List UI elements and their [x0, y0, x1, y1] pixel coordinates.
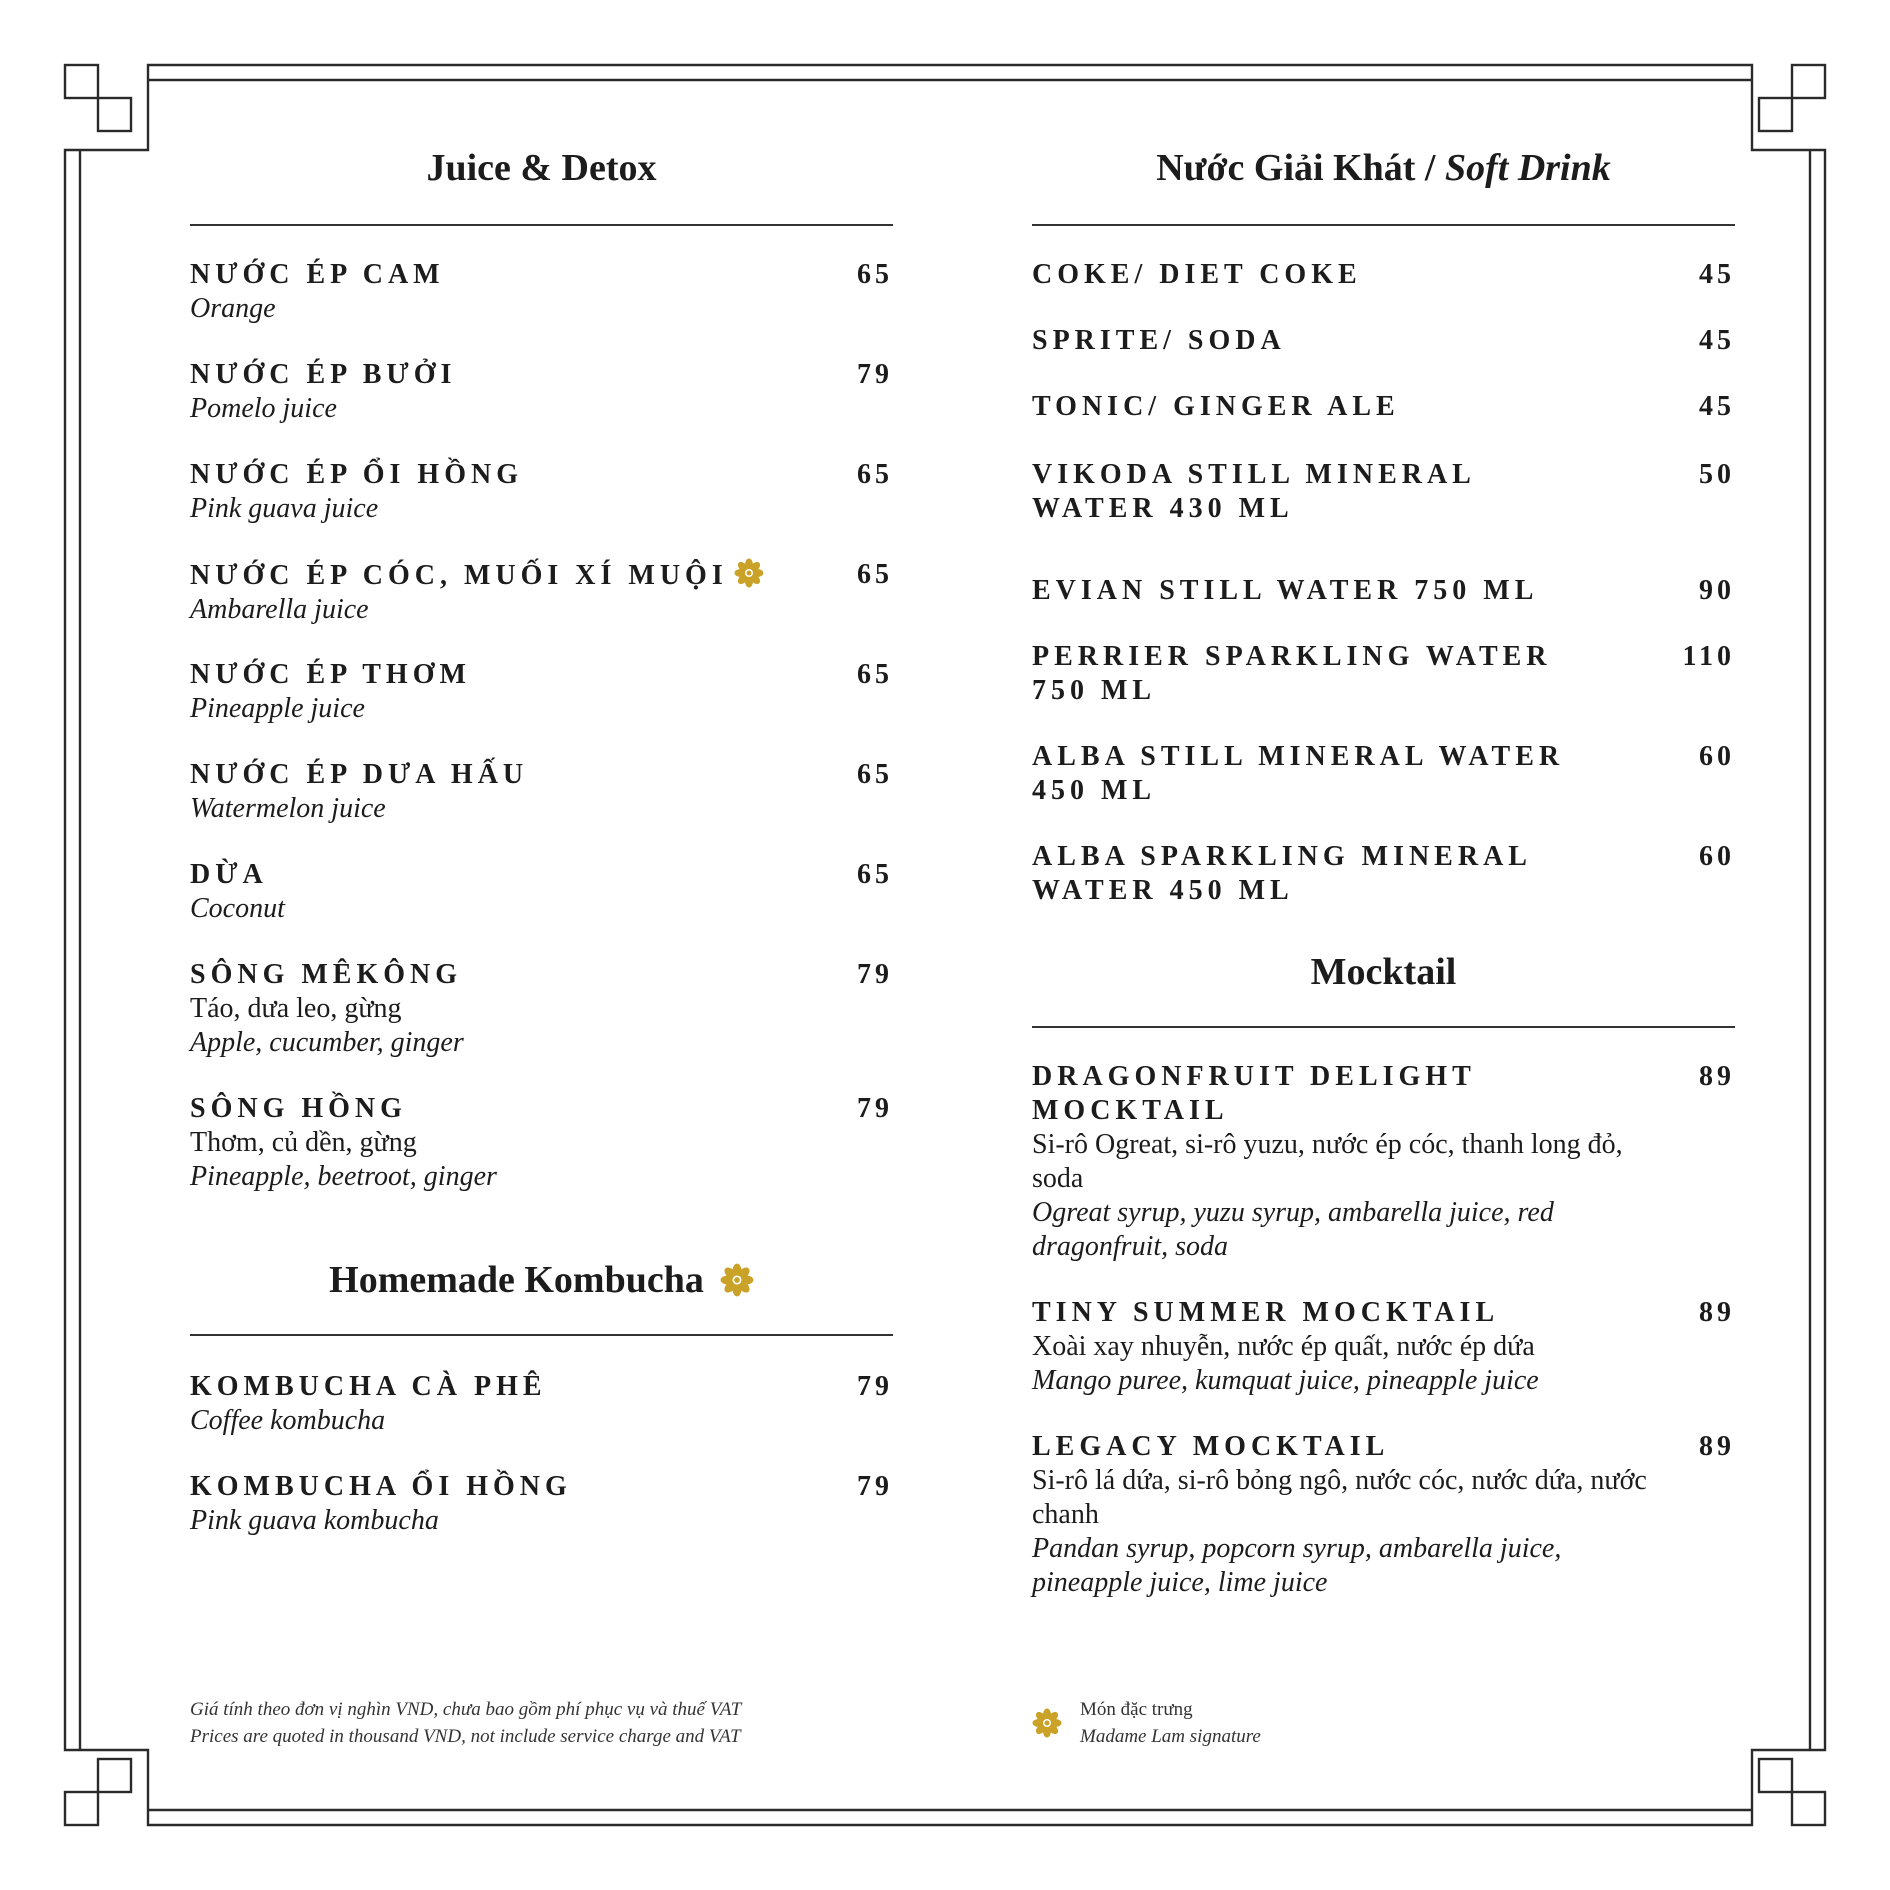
item-description-en: Pomelo juice [190, 393, 337, 424]
menu-item [1032, 324, 1735, 358]
item-name: COKE/ DIET COKE [1032, 259, 1362, 290]
menu-item [1032, 840, 1735, 908]
item-name: NƯỚC ÉP ỔI HỒNG [190, 459, 523, 490]
menu-item [1032, 740, 1735, 808]
item-description-vi: Táo, dưa leo, gừng [190, 993, 402, 1024]
item-price: 65 [857, 759, 893, 790]
item-name: SÔNG MÊKÔNG [190, 959, 463, 990]
item-name: VIKODA STILL MINERAL WATER 430 ML [1032, 459, 1475, 524]
item-description-en: Coconut [190, 893, 285, 924]
item-name: DRAGONFRUIT DELIGHT MOCKTAIL [1032, 1061, 1476, 1126]
menu-item [190, 1092, 893, 1194]
item-name: TONIC/ GINGER ALE [1032, 391, 1400, 422]
menu-item [190, 1470, 893, 1538]
item-name: EVIAN STILL WATER 750 ML [1032, 575, 1539, 606]
corner-ornament-bottom-left [98, 1759, 131, 1792]
section-title-soft-drink: Nước Giải Khát / Soft Drink [1156, 147, 1611, 189]
item-price: 79 [857, 1371, 893, 1402]
item-price: 89 [1699, 1297, 1735, 1328]
divider [1032, 224, 1735, 226]
menu-item [190, 358, 893, 426]
price-note-vi: Giá tính theo đơn vị nghìn VND, chưa bao gồm phí phục vụ và thuế VAT [190, 1699, 742, 1720]
item-name: SPRITE/ SODA [1032, 325, 1286, 356]
item-description-en: Mango puree, kumquat juice, pineapple juice [1032, 1365, 1539, 1396]
item-price: 79 [857, 1093, 893, 1124]
signature-flower-icon [734, 558, 764, 588]
menu-item [1032, 1430, 1735, 1600]
item-description-vi: Si-rô Ogreat, si-rô yuzu, nước ép cóc, thanh long đỏ, soda [1032, 1129, 1623, 1194]
item-price: 79 [857, 959, 893, 990]
menu-item [1032, 258, 1735, 292]
item-name: ALBA SPARKLING MINERAL WATER 450 ML [1032, 841, 1531, 906]
section-title-mocktail: Mocktail [1310, 951, 1457, 993]
item-price: 90 [1699, 575, 1735, 606]
item-price: 110 [1682, 641, 1735, 672]
item-description-en: Orange [190, 293, 276, 324]
menu-item [190, 458, 893, 526]
menu-item [1032, 1060, 1735, 1264]
item-description-en: Coffee kombucha [190, 1405, 386, 1436]
item-description-en: Pineapple, beetroot, ginger [190, 1161, 497, 1192]
item-name: NƯỚC ÉP THƠM [190, 659, 471, 690]
legend-vi: Món đặc trưng [1080, 1699, 1193, 1720]
menu-item [190, 558, 893, 627]
divider [1032, 1026, 1735, 1028]
item-description-en: Pineapple juice [190, 693, 365, 724]
item-price: 60 [1699, 741, 1735, 772]
item-description-en: Ogreat syrup, yuzu syrup, ambarella juice, red dragonfruit, soda [1032, 1197, 1554, 1262]
signature-flower-icon [720, 1263, 754, 1297]
item-price: 45 [1699, 325, 1735, 356]
menu-item [190, 958, 893, 1060]
menu-item [1032, 574, 1735, 608]
menu-item [1032, 1296, 1735, 1398]
menu-item [1032, 390, 1735, 424]
item-name: DỪA [190, 859, 268, 890]
item-price: 79 [857, 1471, 893, 1502]
item-description-en: Apple, cucumber, ginger [190, 1027, 464, 1058]
menu-item [190, 758, 893, 826]
item-price: 65 [857, 559, 893, 590]
item-price: 65 [857, 459, 893, 490]
divider [190, 1334, 893, 1336]
item-name: SÔNG HỒNG [190, 1093, 407, 1124]
item-description-en: Ambarella juice [190, 594, 369, 625]
section-title-kombucha: Homemade Kombucha [190, 1258, 893, 1302]
menu-item [1032, 640, 1735, 708]
menu-item [190, 658, 893, 726]
item-price: 65 [857, 859, 893, 890]
item-name: NƯỚC ÉP BƯỞI [190, 359, 457, 390]
item-name: KOMBUCHA CÀ PHÊ [190, 1371, 547, 1402]
item-description-vi: Si-rô lá dứa, si-rô bỏng ngô, nước cóc, nước dứa, nước chanh [1032, 1465, 1647, 1530]
item-price: 79 [857, 359, 893, 390]
menu-item [1032, 458, 1735, 526]
price-note-en: Prices are quoted in thousand VND, not include service charge and VAT [190, 1726, 741, 1747]
item-name: TINY SUMMER MOCKTAIL [1032, 1297, 1500, 1328]
item-name: NƯỚC ÉP CAM [190, 259, 445, 290]
item-price: 60 [1699, 841, 1735, 872]
legend-en: Madame Lam signature [1080, 1726, 1261, 1747]
corner-ornament-top-left [65, 65, 98, 98]
item-name: ALBA STILL MINERAL WATER 450 ML [1032, 741, 1565, 806]
item-description-en: Watermelon juice [190, 793, 386, 824]
item-name: NƯỚC ÉP CÓC, MUỐI XÍ MUỘI [190, 558, 893, 593]
corner-ornament-top-right [1792, 65, 1825, 98]
item-name: PERRIER SPARKLING WATER 750 ML [1032, 641, 1552, 706]
item-description-vi: Thơm, củ dền, gừng [190, 1127, 417, 1158]
item-name: LEGACY MOCKTAIL [1032, 1431, 1390, 1462]
section-title-juice: Juice & Detox [426, 147, 657, 189]
menu-item [190, 258, 893, 326]
item-name: NƯỚC ÉP DƯA HẤU [190, 759, 529, 790]
item-description-en: Pink guava juice [190, 493, 379, 524]
item-price: 65 [857, 259, 893, 290]
item-price: 65 [857, 659, 893, 690]
item-price: 45 [1699, 391, 1735, 422]
price-note [190, 1696, 893, 1750]
item-description-en: Pandan syrup, popcorn syrup, ambarella juice, pineapple juice, lime juice [1032, 1533, 1562, 1598]
item-price: 89 [1699, 1431, 1735, 1462]
item-price: 50 [1699, 459, 1735, 490]
divider [190, 224, 893, 226]
item-price: 89 [1699, 1061, 1735, 1092]
item-description-en: Pink guava kombucha [190, 1505, 439, 1536]
signature-flower-icon [1032, 1708, 1062, 1738]
item-price: 45 [1699, 259, 1735, 290]
menu-item [190, 1370, 893, 1438]
item-name: KOMBUCHA ỔI HỒNG [190, 1471, 572, 1502]
item-description-vi: Xoài xay nhuyễn, nước ép quất, nước ép dứa [1032, 1331, 1535, 1362]
menu-item [190, 858, 893, 926]
corner-ornament-bottom-right [1759, 1759, 1792, 1792]
